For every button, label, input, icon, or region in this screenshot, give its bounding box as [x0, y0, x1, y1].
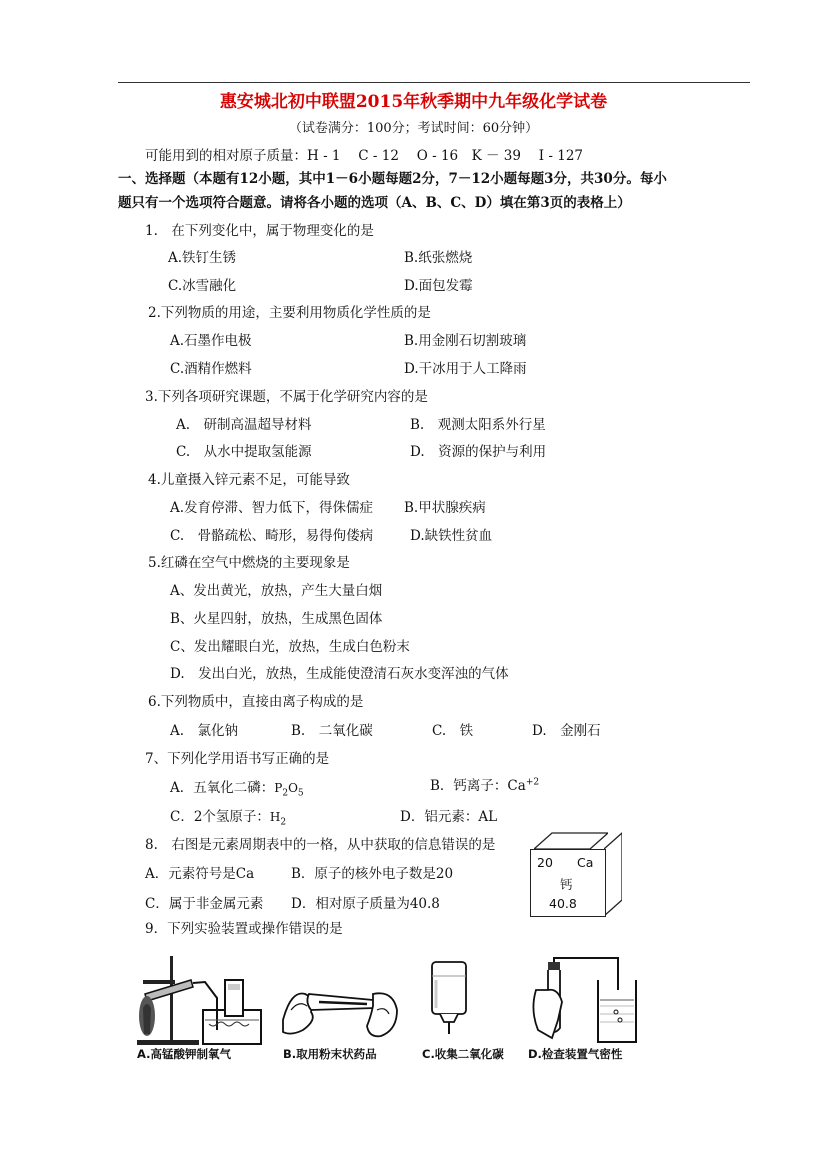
q6-option-a: A. 氯化钠: [170, 723, 239, 739]
figure-d-apparatus: [528, 950, 640, 1060]
q1-option-a: A.铁钉生锈: [168, 250, 237, 266]
q5-option-c: C、发出耀眼白光，放热，生成白色粉末: [170, 639, 410, 655]
section-heading-line1: 一、选择题（本题有12小题，其中1－6小题每题2分，7－12小题每题3分，共30分。每小: [118, 171, 667, 187]
q6-option-c: C. 铁: [432, 723, 474, 739]
q2-option-b: B.用金刚石切割玻璃: [404, 333, 527, 349]
exam-title: 惠安城北初中联盟2015年秋季期中九年级化学试卷: [219, 92, 608, 112]
q7-a-label: A．五氧化二磷：: [170, 780, 275, 796]
q5-option-b: B、火星四射，放热，生成黑色固体: [170, 611, 383, 627]
q2-option-c: C.酒精作燃料: [170, 361, 252, 377]
section-heading-line2: 题只有一个选项符合题意。请将各小题的选项（A、B、C、D）填在第3页的表格上）: [118, 195, 631, 211]
q7-b-ion: $Ca^{+2}$: [507, 777, 540, 794]
q9-stem: 9．下列实验装置或操作错误的是: [145, 921, 343, 937]
q2-option-a: A.石墨作电极: [170, 333, 252, 349]
q4-option-b: B.甲状腺疾病: [404, 500, 486, 516]
q7-b-label: B．钙离子：: [430, 778, 508, 794]
q7-option-a: [170, 776, 304, 798]
q8-option-c: C．属于非金属元素: [145, 896, 264, 912]
q4-option-c: C. 骨骼疏松、畸形，易得佝偻病: [170, 528, 374, 544]
element-card: [530, 849, 606, 917]
element-card-side-face: [604, 832, 622, 916]
header-rule: [118, 82, 750, 83]
q6-option-b: B. 二氧化碳: [291, 723, 373, 739]
figure-c-caption: C.收集二氧化碳: [422, 1047, 504, 1061]
q4-stem: 4.儿童摄入锌元素不足，可能导致: [148, 472, 350, 488]
figure-b-apparatus: [281, 950, 401, 1060]
q1-option-c: C.冰雪融化: [168, 278, 237, 294]
q3-stem: 3.下列各项研究课题，不属于化学研究内容的是: [145, 389, 428, 405]
q4-option-d: D.缺铁性贫血: [410, 528, 493, 544]
q7-c-formula: $H_2$: [269, 810, 287, 828]
q7-c-label: C．2个氢原子：: [170, 809, 270, 825]
q5-stem: 5.红磷在空气中燃烧的主要现象是: [148, 555, 350, 571]
q3-option-b: B. 观测太阳系外行星: [410, 417, 546, 433]
q8-option-a: A．元素符号是Ca: [145, 866, 255, 882]
q1-option-d: D.面包发霉: [404, 278, 473, 294]
q8-stem: 8. 右图是元素周期表中的一格，从中获取的信息错误的是: [145, 837, 496, 853]
q7-stem: 7、下列化学用语书写正确的是: [145, 751, 330, 767]
q1-option-b: B.纸张燃烧: [404, 250, 473, 266]
q5-option-d: D. 发出白光，放热，生成能使澄清石灰水变浑浊的气体: [170, 666, 509, 682]
q7-a-formula: $P_2O_5$: [274, 781, 304, 799]
q8-option-b: B．原子的核外电子数是20: [291, 866, 454, 882]
q3-option-a: A. 研制高温超导材料: [176, 417, 312, 433]
q8-option-d: D．相对原子质量为40.8: [291, 896, 440, 912]
q2-stem: 2.下列物质的用途，主要利用物质化学性质的是: [148, 305, 431, 321]
element-symbol: Ca: [577, 855, 594, 870]
element-name: 钙: [560, 877, 573, 892]
figure-a-apparatus: [135, 950, 265, 1060]
q3-option-d: D. 资源的保护与利用: [410, 444, 547, 460]
q7-option-d: D．铝元素：AL: [400, 809, 498, 825]
q4-option-a: A.发育停滞、智力低下，得侏儒症: [170, 500, 374, 516]
element-mass: 40.8: [549, 896, 577, 911]
exam-subtitle: （试卷满分：100分；考试时间：60分钟）: [288, 121, 539, 136]
element-card-top-face: [534, 832, 608, 849]
q5-option-a: A、发出黄光，放热，产生大量白烟: [170, 583, 383, 599]
q1-stem: 1. 在下列变化中，属于物理变化的是: [145, 223, 374, 239]
atomic-masses: 可能用到的相对原子质量：H - 1 C - 12 O - 16 K － 39 I - 127: [145, 148, 584, 164]
q6-stem: 6.下列物质中，直接由离子构成的是: [148, 694, 364, 710]
q7-option-b: [430, 774, 539, 794]
q2-option-d: D.干冰用于人工降雨: [404, 361, 527, 377]
figure-b-caption: B.取用粉末状药品: [283, 1047, 377, 1061]
q7-option-c: [170, 805, 286, 827]
q3-option-c: C. 从水中提取氢能源: [176, 444, 312, 460]
element-atomic-number: 20: [537, 855, 553, 870]
figure-a-caption: A.高锰酸钾制氧气: [137, 1047, 231, 1061]
figure-c-apparatus: [410, 950, 520, 1060]
q6-option-d: D. 金刚石: [532, 723, 601, 739]
figure-d-caption: D.检查装置气密性: [528, 1047, 623, 1061]
